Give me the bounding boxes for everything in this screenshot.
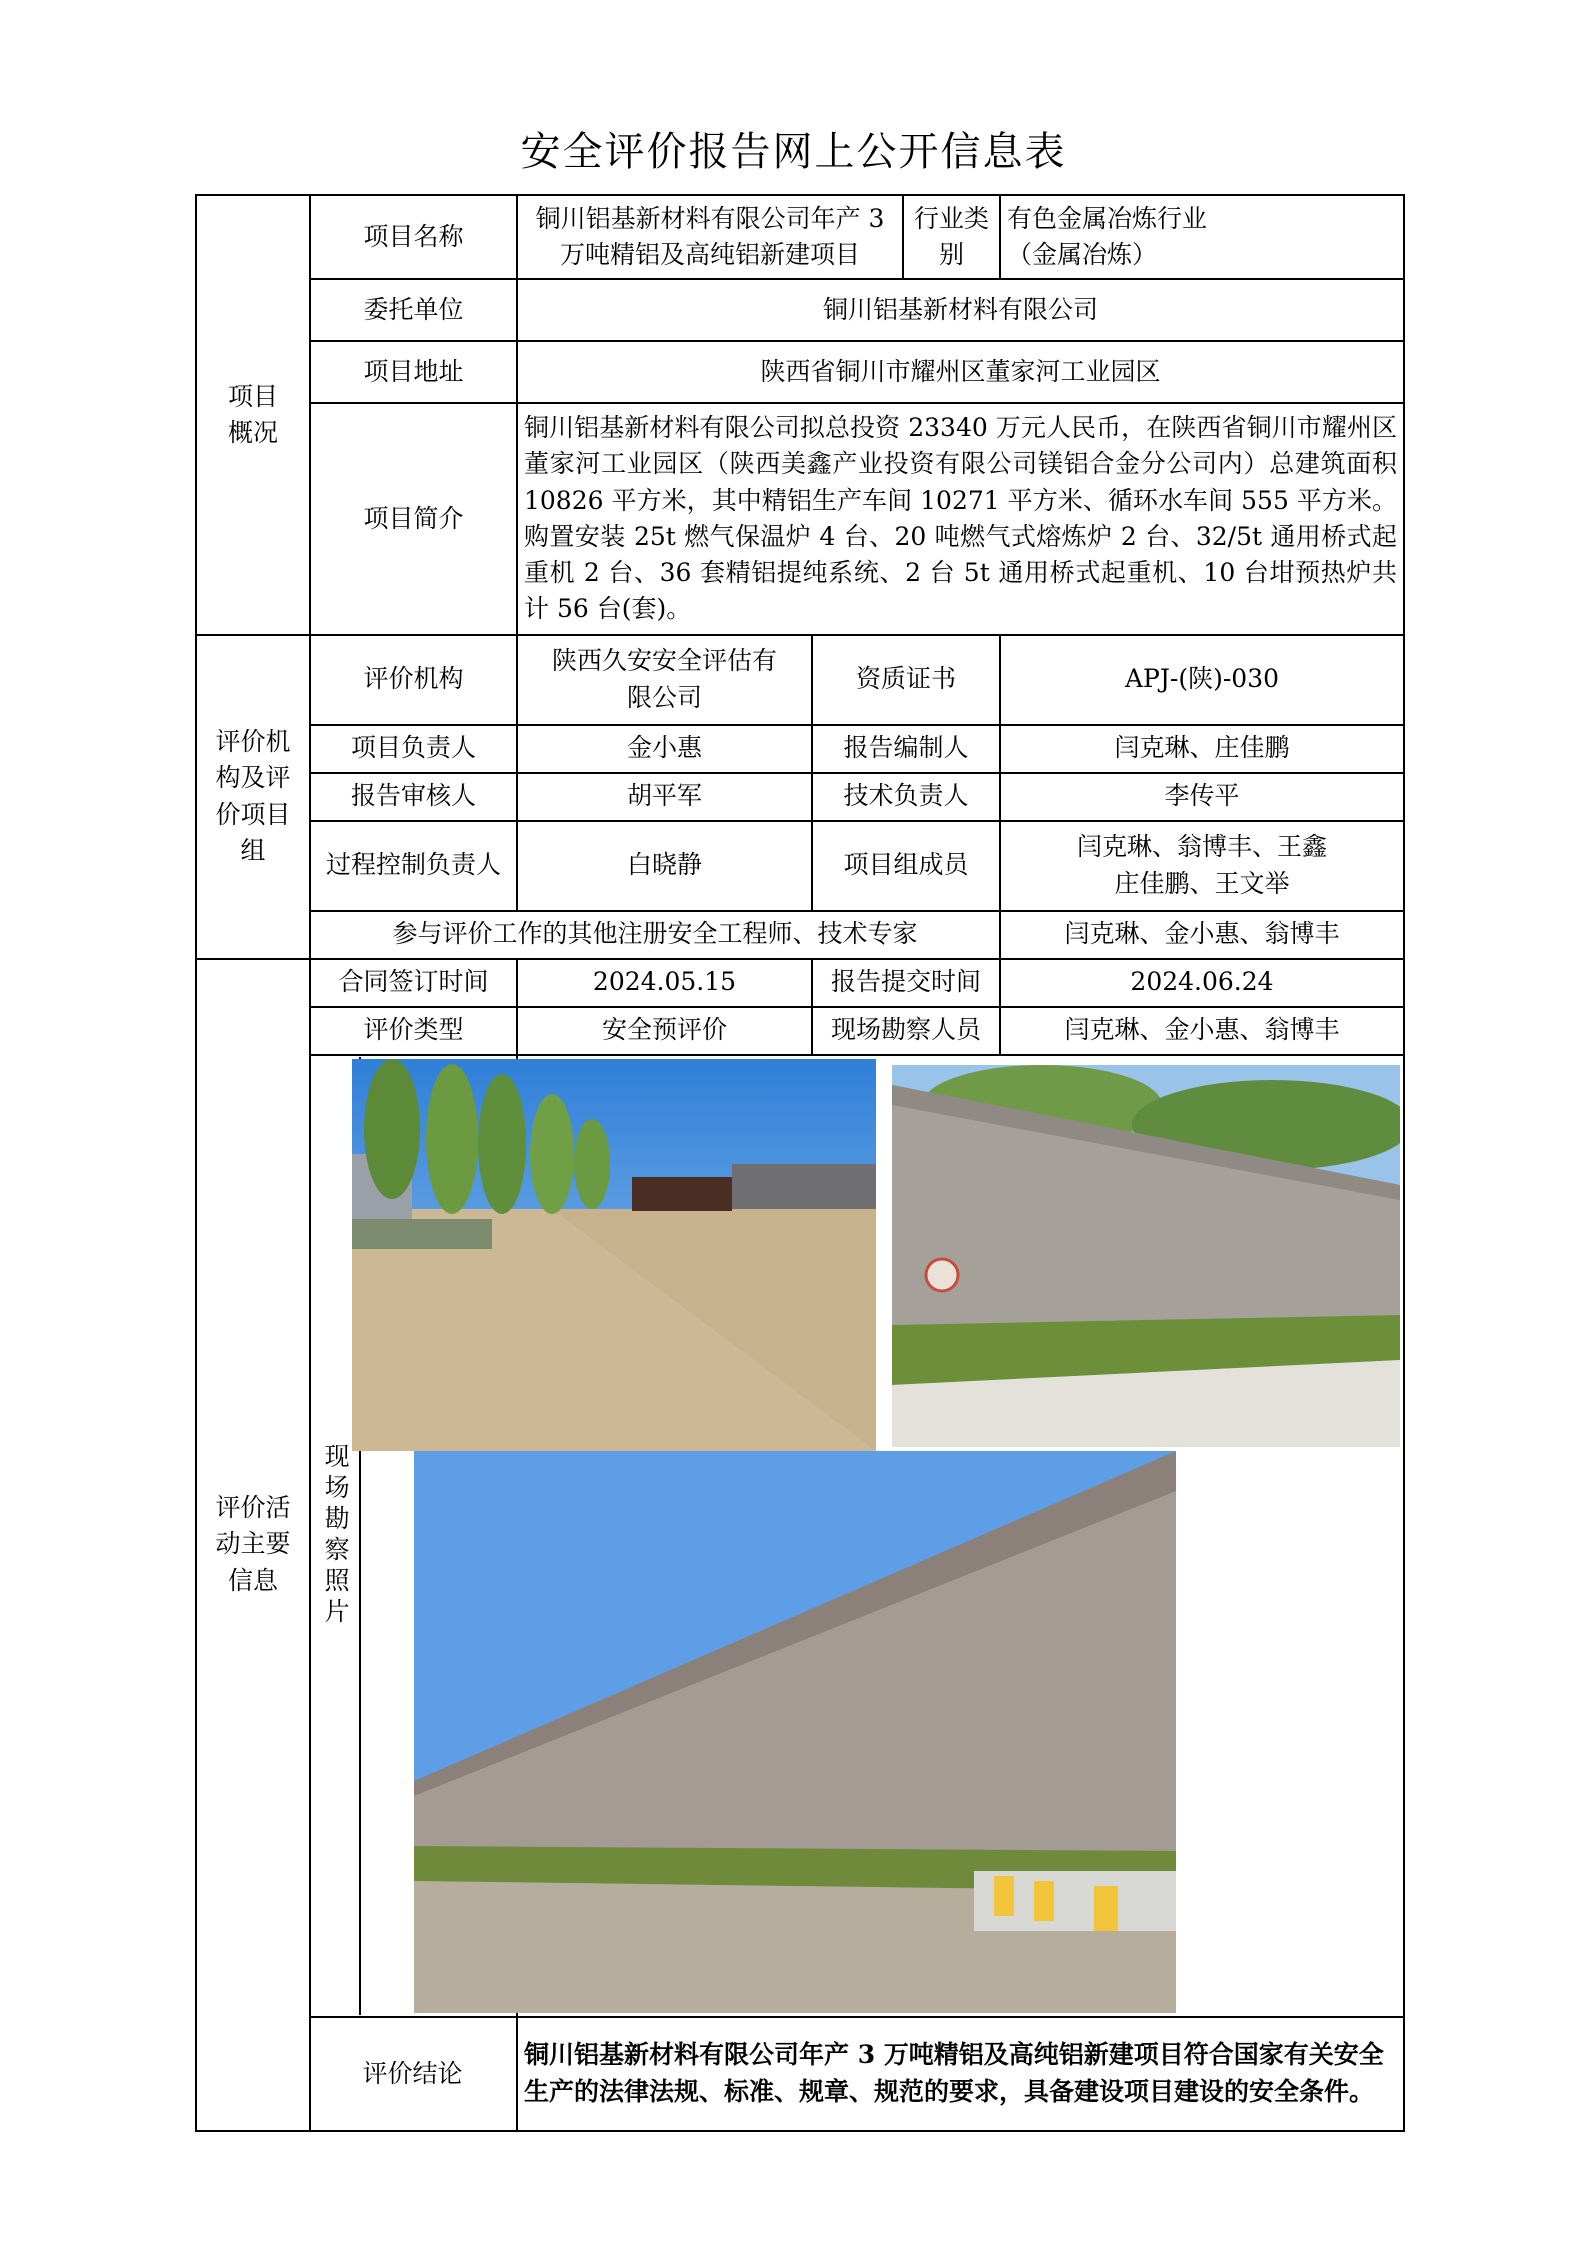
- members-line-2: 庄佳鹏、王文举: [1114, 868, 1290, 898]
- project-name-value: 铜川铝基新材料有限公司年产 3 万吨精铝及高纯铝新建项目: [517, 195, 903, 279]
- eval-type-label: 评价类型: [310, 1007, 517, 1055]
- process-value: 白晓静: [517, 821, 812, 911]
- agency-label: 评价机构: [310, 635, 517, 725]
- survey-staff-value: 闫克琳、金小惠、翁博丰: [1000, 1007, 1404, 1055]
- writer-label: 报告编制人: [812, 725, 1000, 773]
- contract-date-value: 2024.05.15: [517, 959, 812, 1007]
- contract-date-label: 合同签订时间: [310, 959, 517, 1007]
- project-name-label: 项目名称: [310, 195, 517, 279]
- page-title: 安全评价报告网上公开信息表: [520, 129, 1067, 175]
- section-activity: 评价活动主要信息: [196, 959, 310, 2131]
- survey-staff-label: 现场勘察人员: [812, 1007, 1000, 1055]
- members-label: 项目组成员: [812, 821, 1000, 911]
- intro-label: 项目简介: [310, 403, 517, 635]
- address-label: 项目地址: [310, 341, 517, 403]
- submit-date-value: 2024.06.24: [1000, 959, 1404, 1007]
- client-label: 委托单位: [310, 279, 517, 341]
- submit-date-label: 报告提交时间: [812, 959, 1000, 1007]
- section-overview: 项目概况: [196, 195, 310, 635]
- site-photo-2: [892, 1065, 1400, 1447]
- leader-value: 金小惠: [517, 725, 812, 773]
- site-photo-3: [414, 1451, 1176, 2013]
- others-value: 闫克琳、金小惠、翁博丰: [1000, 911, 1404, 959]
- leader-label: 项目负责人: [310, 725, 517, 773]
- info-table: [195, 194, 1405, 2132]
- tech-label: 技术负责人: [812, 773, 1000, 821]
- industry-value: 有色金属冶炼行业（金属冶炼）: [1000, 195, 1404, 279]
- section-org: 评价机构及评价项目组: [196, 635, 310, 959]
- industry-label: 行业类别: [903, 195, 1000, 279]
- address-value: 陕西省铜川市耀州区董家河工业园区: [517, 341, 1404, 403]
- client-value: 铜川铝基新材料有限公司: [517, 279, 1404, 341]
- members-value: [1000, 821, 1404, 911]
- eval-type-value: 安全预评价: [517, 1007, 812, 1055]
- process-label: 过程控制负责人: [310, 821, 517, 911]
- tech-value: 李传平: [1000, 773, 1404, 821]
- agency-value: 陕西久安安全评估有限公司: [517, 635, 812, 725]
- members-line-1: 闫克琳、翁博丰、王鑫: [1076, 832, 1327, 862]
- conclusion-value: 铜川铝基新材料有限公司年产 3 万吨精铝及高纯铝新建项目符合国家有关安全生产的法律法规、标准、规章、规范的要求，具备建设项目建设的安全条件。: [517, 2017, 1404, 2131]
- writer-value: 闫克琳、庄佳鹏: [1000, 725, 1404, 773]
- reviewer-value: 胡平军: [517, 773, 812, 821]
- intro-value: 铜川铝基新材料有限公司拟总投资 23340 万元人民币，在陕西省铜川市耀州区董家河工业园区（陕西美鑫产业投资有限公司镁铝合金分公司内）总建筑面积 10826 平方米，其中精铝生产车间 10271 平方米、循环水车间 555 平方米。购置安装 25t 燃气保温炉 4 台、20 吨燃气式熔炼炉 2 台、32/5t 通用桥式起重机 2 台、36 套精铝提纯系统、2 台 5t 通用桥式起重机、10 台坩预热炉共计 56 台(套)。: [517, 403, 1404, 635]
- cert-label: 资质证书: [812, 635, 1000, 725]
- reviewer-label: 报告审核人: [310, 773, 517, 821]
- photos-cell: [517, 1055, 1404, 2017]
- others-label: 参与评价工作的其他注册安全工程师、技术专家: [310, 911, 1000, 959]
- cert-value: APJ-(陕)-030: [1000, 635, 1404, 725]
- site-photo-1: [352, 1059, 876, 1451]
- conclusion-label-text: 评价结论: [362, 2059, 463, 2088]
- photos-label-text: 现场勘察照片: [321, 1442, 351, 1629]
